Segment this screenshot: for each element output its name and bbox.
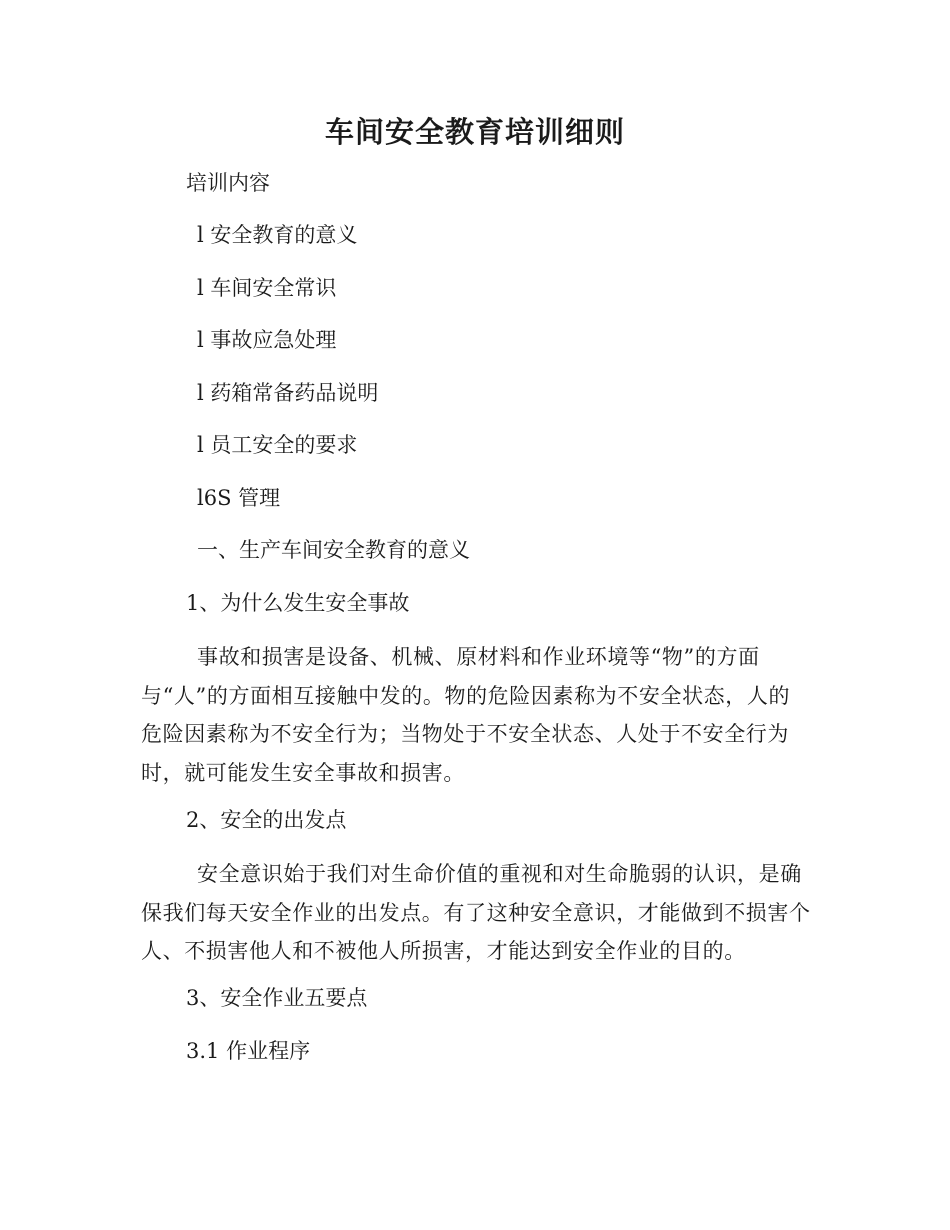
- section-heading: 一、生产车间安全教育的意义: [197, 538, 470, 562]
- toc-item-5: l 员工安全的要求: [197, 433, 358, 457]
- subsection-heading-1: 1、为什么发生安全事故: [186, 591, 410, 615]
- toc-heading: 培训内容: [186, 171, 270, 195]
- document-title: 车间安全教育培训细则: [324, 115, 625, 149]
- subsection-heading-3-1: 3.1 作业程序: [186, 1039, 311, 1063]
- toc-item-2: l 车间安全常识: [197, 276, 337, 300]
- paragraph-2: 安全意识始于我们对生命价值的重视和对生命脆弱的认识，是确保我们每天安全作业的出发点。有了这种安全意识，才能做到不损害个人、不损害他人和不被他人所损害，才能达到安全作业的目的。: [141, 862, 811, 963]
- paragraph-1: 事故和损害是设备、机械、原材料和作业环境等“物”的方面与“人”的方面相互接触中发的。物的危险因素称为不安全状态，人的危险因素称为不安全行为；当物处于不安全状态、人处于不安全行为时，就可能发生安全事故和损害。: [141, 645, 791, 785]
- toc-item-1: l 安全教育的意义: [197, 223, 358, 247]
- toc-item-4: l 药箱常备药品说明: [197, 381, 379, 405]
- subsection-heading-2: 2、安全的出发点: [186, 808, 347, 832]
- toc-item-6: l6S 管理: [197, 486, 281, 510]
- subsection-heading-3: 3、安全作业五要点: [186, 986, 368, 1010]
- toc-item-3: l 事故应急处理: [197, 328, 337, 352]
